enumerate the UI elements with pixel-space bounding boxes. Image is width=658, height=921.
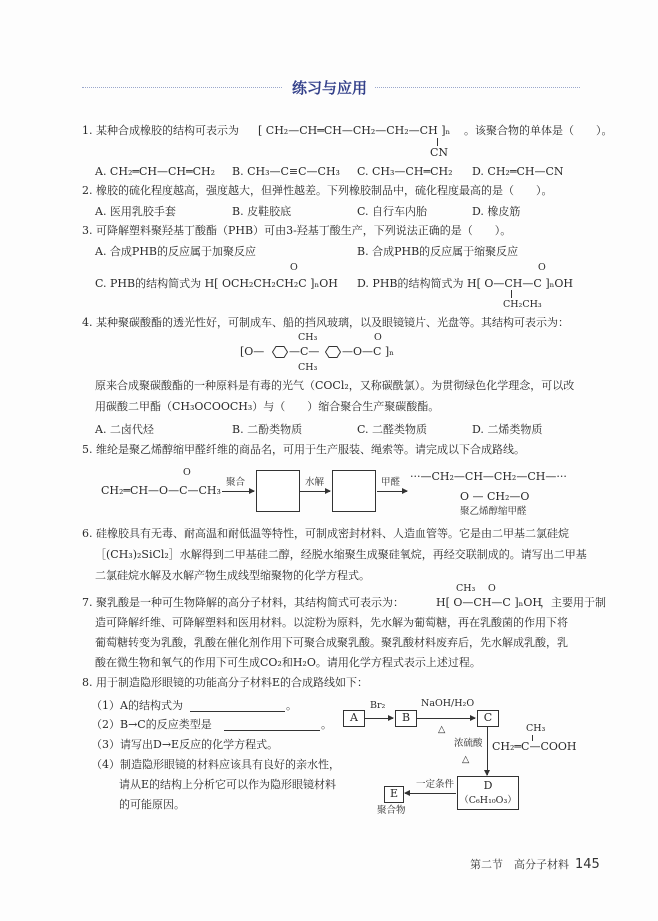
q1-option-b: B. CH₃—C≡C—CH₃	[232, 165, 340, 178]
answer-box-1[interactable]	[256, 470, 300, 512]
answer-box-2[interactable]	[332, 470, 376, 512]
q5-reactant: CH₂═CH—O—C—CH₃	[101, 484, 221, 497]
q3c-oxygen: O	[290, 262, 298, 273]
methacrylic-acid: CH₂═C—COOH	[492, 740, 577, 753]
q8-sub-2: （2）B→C的反应类型是	[91, 718, 212, 731]
q8-sub-4-line-2: 请从E的结构上分析它可以作为隐形眼镜材料	[119, 778, 337, 791]
answer-blank-2[interactable]	[224, 718, 320, 731]
q2-option-b: B. 皮鞋胶底	[232, 205, 292, 218]
arrow-left-icon	[405, 793, 456, 794]
header-rule-left	[82, 87, 282, 88]
q4-text-1: 原来合成聚碳酸酯的一种原料是有毒的光气（COCl₂，又称碳酰氯）。为贯彻绿色化学理念，可以改	[95, 379, 575, 392]
q7-formula: H[ O—CH—C ]ₙOH	[436, 596, 542, 609]
q2-option-a: A. 医用乳胶手套	[95, 205, 176, 218]
page-number: 145	[575, 857, 600, 872]
q7-oxygen: O	[488, 583, 496, 594]
q3-stem: 3. 可降解塑料聚羟基丁酸酯（PHB）可由3-羟基丁酸生产，下列说法正确的是（ ）。	[82, 224, 512, 237]
arrow-icon	[417, 718, 475, 719]
heat-icon: △	[462, 754, 470, 765]
arrow-icon	[365, 718, 393, 719]
q7-line-3: 葡萄糖转变为乳酸，乳酸在催化剂作用下可聚合成聚乳酸。聚乳酸材料废弃后，先水解成乳酸，乳	[95, 636, 568, 649]
arrow-icon	[377, 491, 407, 492]
compound-d-label: D	[483, 779, 493, 792]
q1-stem: 1. 某种合成橡胶的结构可表示为	[82, 124, 239, 137]
q5-product: ···—CH₂—CH—CH₂—CH—···	[410, 470, 567, 483]
period: 。	[286, 699, 297, 712]
q4-text-2: 用碳酸二甲酯（CH₃OCOOCH₃）与（ ）缩合聚合生产聚碳酸酯。	[95, 400, 440, 413]
period: 。	[321, 718, 332, 731]
q2-option-c: C. 自行车内胎	[357, 205, 428, 218]
q6-line-1: 6. 硅橡胶具有无毒、耐高温和耐低温等特性，可制成密封材料、人造血管等。它是由二甲基二氯硅烷	[82, 527, 569, 540]
arrow-down-icon	[487, 727, 488, 775]
q7-line-1a: 7. 聚乳酸是一种可生物降解的高分子材料，其结构简式可表示为：	[82, 596, 404, 609]
q1-option-d: D. CH₂═CH—CN	[472, 165, 564, 178]
q6-line-2: ［(CH₃)₂SiCl₂］水解得到二甲基硅二醇，经脱水缩聚生成聚硅氧烷，再经交联制成的。请写出二甲基	[95, 548, 587, 561]
q3-option-b: B. 合成PHB的反应属于缩聚反应	[357, 245, 519, 258]
q1-tail: 。该聚合物的单体是（ ）。	[464, 124, 613, 137]
page-footer	[470, 856, 600, 872]
q5-oxygen: O	[183, 467, 191, 478]
compound-c: C	[477, 710, 499, 727]
q7-line-4: 酸在微生物和氧气的作用下可生成CO₂和H₂O。请用化学方程式表示上述过程。	[95, 656, 481, 669]
q7-line-1b: ，主要用于制	[540, 596, 606, 609]
q1-formula: [ CH₂—CH═CH—CH₂—CH₂—CH ]ₙ	[258, 124, 451, 137]
q4-stem: 4. 某种聚碳酸酯的透光性好，可制成车、船的挡风玻璃，以及眼镜镜片、光盘等。其结构可表示为：	[82, 316, 569, 329]
q8-sub-4-line-3: 的可能原因。	[119, 798, 185, 811]
arrow-icon	[222, 491, 254, 492]
q1-option-c: C. CH₃—CH═CH₂	[357, 165, 453, 178]
compound-d	[457, 776, 519, 810]
q4-option-c: C. 二醛类物质	[357, 423, 428, 436]
q4-option-b: B. 二酚类物质	[232, 423, 303, 436]
q3-option-d: D. PHB的结构简式为 H[ O—CH—C ]ₙOH	[357, 277, 573, 290]
methyl-top: CH₃	[298, 332, 318, 343]
struct-right: —O—C ]ₙ	[342, 345, 394, 358]
q5-product-ring: O — CH₂—O	[460, 490, 530, 503]
step-formaldehyde: 甲醛	[381, 477, 401, 488]
compound-e-label: 聚合物	[377, 805, 406, 816]
q1-branch: CN	[430, 146, 449, 159]
condition-label: 一定条件	[416, 779, 455, 790]
q5-stem: 5. 维纶是聚乙烯醇缩甲醛纤维的商品名，可用于生产服装、绳索等。请完成以下合成路线。	[82, 443, 525, 456]
acid-methyl: CH₃	[526, 723, 546, 734]
q3d-oxygen: O	[538, 262, 546, 273]
q1-option-a: A. CH₂═CH—CH═CH₂	[95, 165, 216, 178]
q7-line-2: 造可降解纤维、可降解塑料和医用材料。以淀粉为原料，先水解为葡萄糖，再在乳酸菌的作用下将	[95, 616, 568, 629]
benzene-ring-icon	[272, 346, 288, 358]
compound-b: B	[395, 710, 417, 727]
q4-option-d: D. 二烯类物质	[472, 423, 543, 436]
compound-d-formula: （C₆H₁₀O₃）	[459, 795, 517, 806]
step-hydrolysis: 水解	[305, 477, 325, 488]
section-heading: 练习与应用	[292, 79, 368, 97]
footer-section: 第二节 高分子材料	[470, 858, 569, 871]
compound-a: A	[343, 710, 365, 727]
q2-option-d: D. 橡皮筋	[472, 205, 521, 218]
q8-stem: 8. 用于制造隐形眼镜的功能高分子材料E的合成路线如下：	[82, 676, 369, 689]
q2-stem: 2. 橡胶的硫化程度越高，强度越大，但弹性越差。下列橡胶制品中，硫化程度最高的是（ ）。	[82, 184, 553, 197]
compound-e: E	[384, 786, 404, 803]
q3-option-a: A. 合成PHB的反应属于加聚反应	[95, 245, 257, 258]
bond	[511, 290, 512, 298]
reagent-br2: Br₂	[370, 700, 386, 711]
bond	[437, 138, 438, 146]
answer-blank-1[interactable]	[190, 699, 285, 712]
q7-methyl: CH₃	[456, 583, 476, 594]
heat-icon: △	[438, 724, 446, 735]
step-polymerize: 聚合	[226, 477, 246, 488]
header-rule-right	[375, 87, 580, 88]
carbonyl-oxygen: O	[374, 332, 382, 343]
q8-sub-4-line-1: （4）制造隐形眼镜的材料应该具有良好的亲水性，	[91, 758, 340, 771]
q8-sub-3: （3）请写出D→E反应的化学方程式。	[91, 738, 279, 751]
q5-product-name: 聚乙烯醇缩甲醛	[460, 506, 527, 517]
reagent-h2so4: 浓硫酸	[454, 738, 483, 749]
benzene-ring-icon	[325, 346, 341, 358]
reagent-naoh: NaOH/H₂O	[421, 698, 475, 709]
arrow-icon	[300, 491, 330, 492]
q3-option-c: C. PHB的结构简式为 H[ OCH₂CH₂CH₂C ]ₙOH	[95, 277, 338, 290]
struct-mid: —C—	[289, 345, 320, 358]
q8-sub-1: （1）A的结构式为	[91, 699, 183, 712]
q3d-ethyl: CH₂CH₃	[503, 299, 542, 310]
q6-line-3: 二氯硅烷水解及水解产物生成线型缩聚物的化学方程式。	[95, 569, 370, 582]
struct-left: [O—	[240, 345, 265, 358]
q4-option-a: A. 二卤代烃	[95, 423, 154, 436]
methyl-bottom: CH₃	[298, 362, 318, 373]
